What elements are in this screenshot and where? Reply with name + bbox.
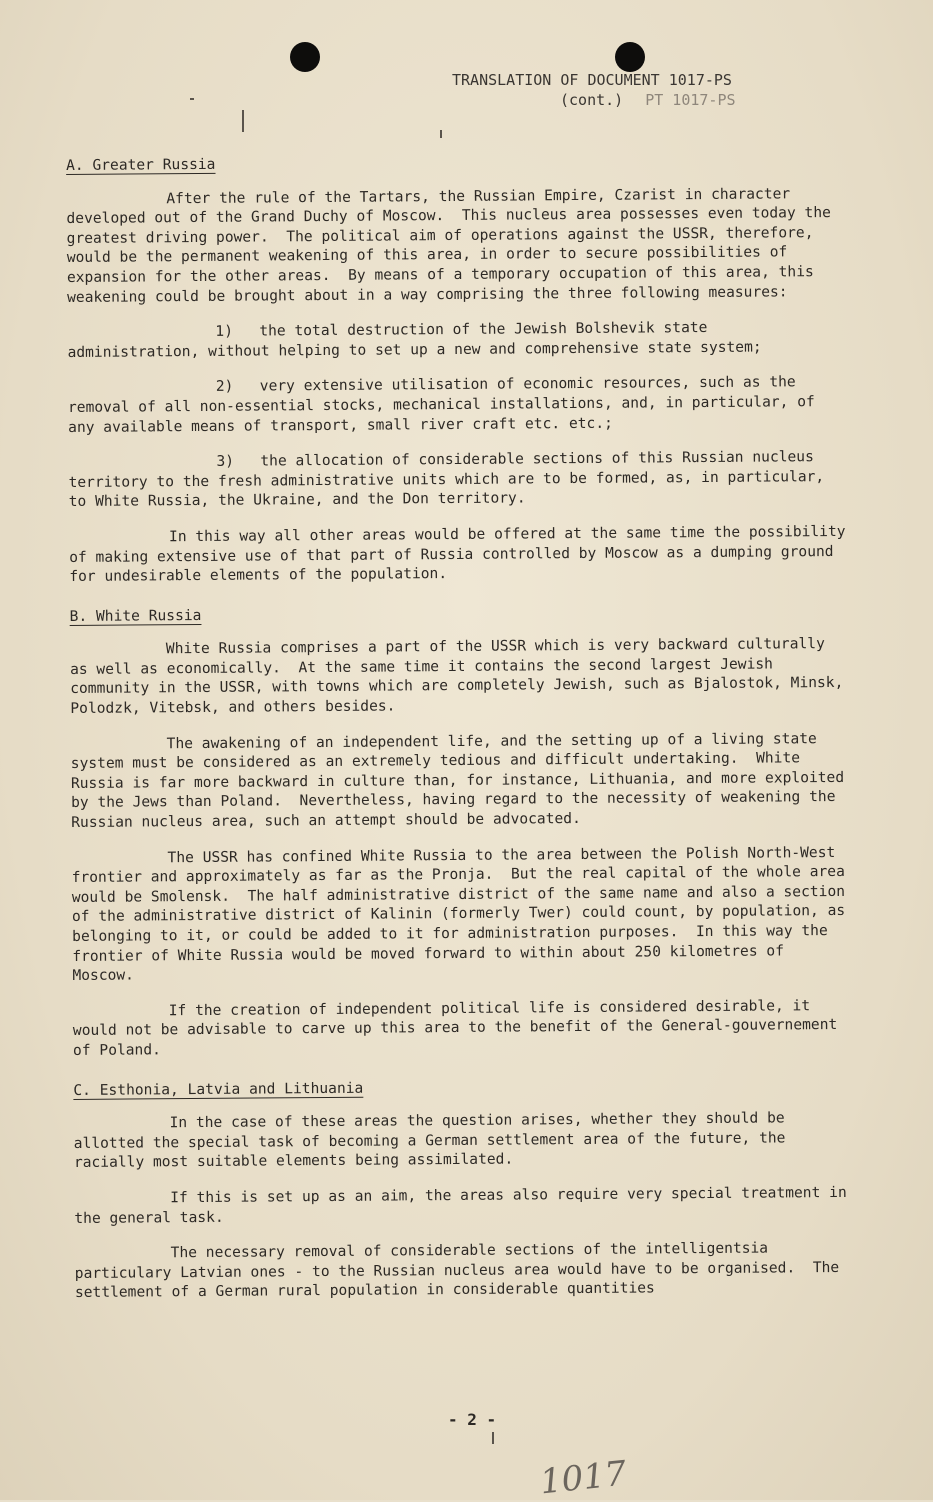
- paragraph: After the rule of the Tartars, the Russian Empire, Czarist in character developed out of the Grand Duchy of Moscow. This nucleus area possesses even today the greatest driving power. The political aim of operations against the USSR, therefore, would be the permanent weakening of this area, in order to secure possibilities of expansion for the other areas. By means of a temporary occupation of this area, this weakening could be brought about in a way comprising the three following measures:: [66, 184, 840, 306]
- paragraph: If the creation of independent political life is considered desirable, it would not be advisable to carve up this area to the benefit of the General-gouvernement of Poland.: [72, 996, 847, 1059]
- list-item: 1) the total destruction of the Jewish Bolshevik state administration, without helping to set up a new and comprehensive state system;: [67, 319, 762, 361]
- punch-hole-left: [290, 42, 320, 72]
- continuation-label: (cont.): [560, 91, 624, 109]
- handwritten-note: 1017: [538, 1453, 629, 1502]
- section-heading: A. Greater Russia: [66, 155, 216, 174]
- paragraph: In the case of these areas the question arises, whether they should be allotted the special task of becoming a German settlement area of the future, the racially most suitable elements being assimilated.: [73, 1109, 795, 1172]
- page-number: - 2 -: [448, 1410, 497, 1429]
- punch-hole-right: [615, 42, 645, 72]
- pencil-mark: [190, 98, 194, 100]
- list-item: 3) the allocation of considerable sections of this Russian nucleus territory to the fresh administrative units which are to be formed, as, in particular, to White Russia, the Ukraine, and the Don territory.: [68, 448, 834, 511]
- pencil-mark: [492, 1432, 494, 1444]
- section-b: [70, 601, 854, 1061]
- paragraph: In this way all other areas would be offered at the same time the possibility of making extensive use of that part of Russia controlled by Moscow as a dumping ground for undesirable elements of the population.: [69, 522, 855, 586]
- document-title: TRANSLATION OF DOCUMENT 1017-PS: [452, 71, 732, 89]
- pencil-mark: [242, 110, 244, 132]
- section-c: [73, 1074, 855, 1302]
- document-stamp: PT 1017-PS: [645, 91, 736, 109]
- pencil-mark: [440, 130, 442, 138]
- list-item: 2) very extensive utilisation of economic resources, such as the removal of all non-essential stocks, mechanical installations, and, in particular, of any available means of transport, small river craft etc. etc.;: [67, 373, 824, 436]
- section-heading: C. Esthonia, Latvia and Lithuania: [73, 1079, 364, 1099]
- header-continuation: [452, 90, 736, 110]
- paragraph: White Russia comprises a part of the USSR which is very backward culturally as well as economically. At the same time it contains the second largest Jewish community in the USSR, with towns which are completely Jewish, such as Bjalostok, Minsk, Polodzk, Vitebsk, and others besides.: [69, 635, 853, 718]
- paragraph: The awakening of an independent life, and the setting up of a living state system must be considered as an extremely tedious and difficult undertaking. White Russia is far more backward in culture than, for instance, Lithuania, and more exploited by the Jews than Poland. Nevertheless, having regard to the necessity of weakening the Russian nucleus area, such an attempt should be advocated.: [70, 729, 853, 832]
- paragraph: The USSR has confined White Russia to the area between the Polish North-West frontier and approximately as far as the Pronja. But the real capital of the whole area would be Smolensk. The half administrative district of the same name and also a section of the administrative district of Kalinin (formerly Twer) could count, by population, as belonging to it, or could be added to it for administration purposes. In this way the frontier of White Russia would be moved forward to within about 250 kilometres of Moscow.: [71, 843, 855, 985]
- section-heading: B. White Russia: [69, 606, 202, 625]
- paragraph: If this is set up as an aim, the areas also require very special treatment in the general task.: [74, 1183, 856, 1227]
- document-header: [452, 70, 736, 110]
- document-body: [66, 150, 855, 1319]
- paragraph: The necessary removal of considerable sections of the intelligentsia particulary Latvian ones - to the Russian nucleus area would have to be organised. The settlement of a German rural population in considerable quantities: [74, 1239, 849, 1302]
- section-a: [66, 150, 855, 587]
